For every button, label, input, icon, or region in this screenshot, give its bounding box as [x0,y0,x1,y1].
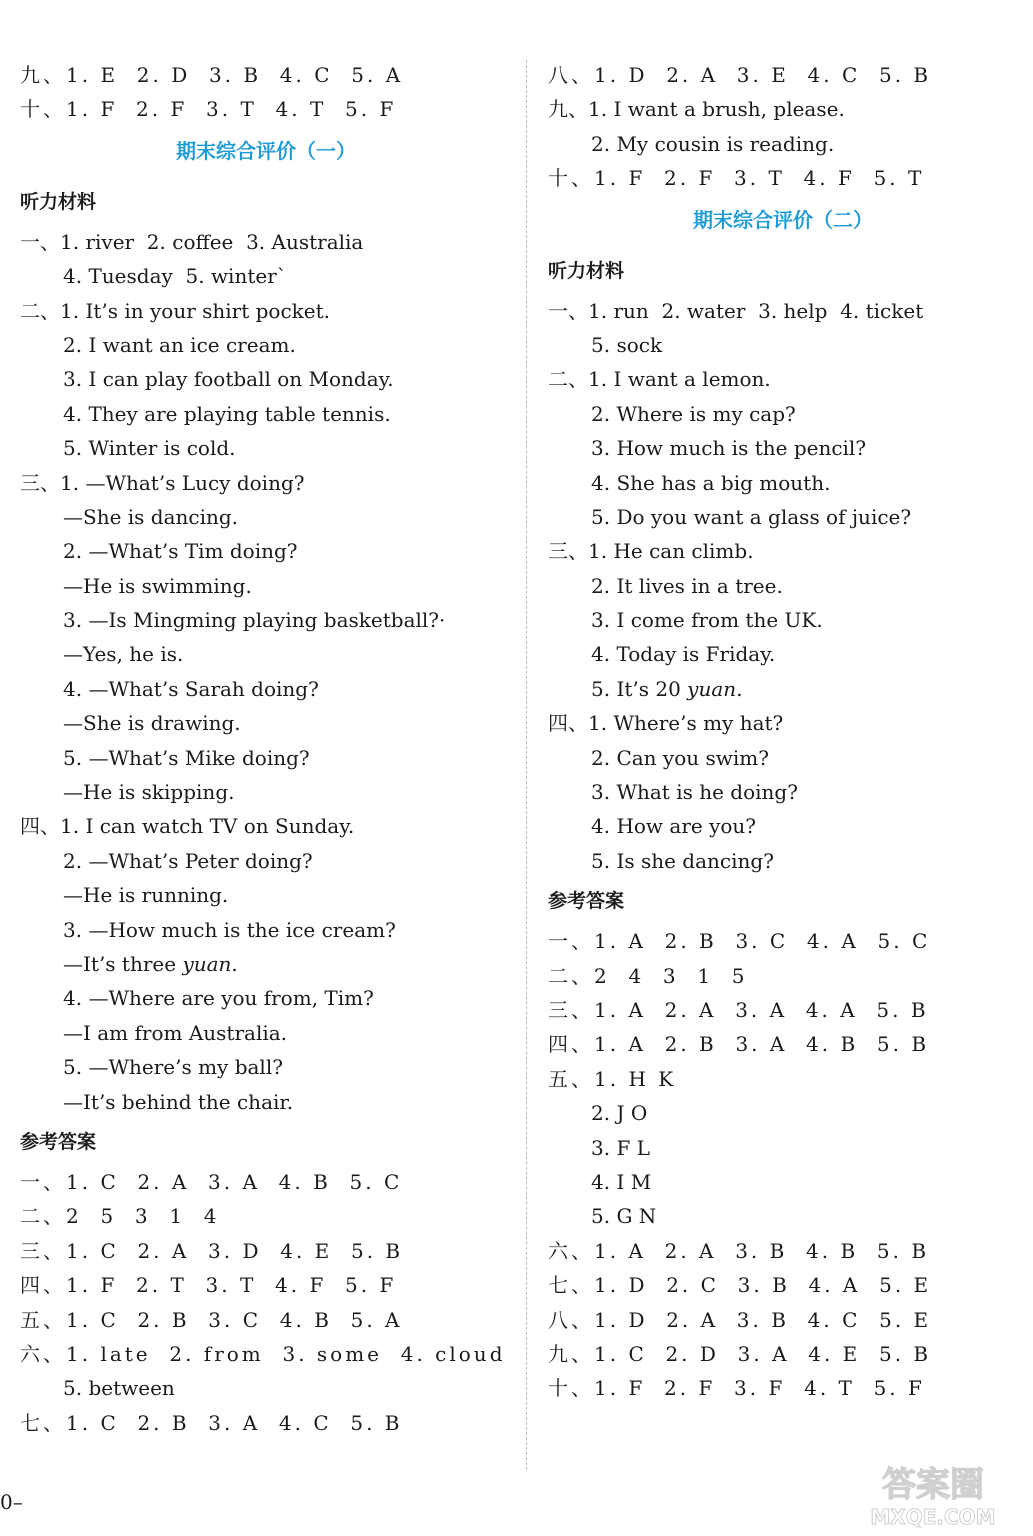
listening-line: 4. How are you? [591,814,757,839]
left-column [20,58,512,1440]
listening-line: 5. Do you want a glass of juice? [591,504,912,529]
answer-line: 五、1. C 2. B 3. C 4. B 5. A [20,1307,403,1332]
line-text: 5. It’s 20 [591,676,688,701]
watermark-text: 答案圈 [882,1465,984,1505]
line-text: . [736,676,743,701]
answer-line: 2. J O [591,1101,648,1126]
listening-line: —He is swimming. [63,573,252,598]
listening-heading: 听力材料 [20,190,97,213]
listening-line: 5. Winter is cold. [63,436,236,461]
answer-line: 五、1. H K [548,1066,677,1091]
italic-word: yuan [687,676,737,701]
answer-line: 九、1. E 2. D 3. B 4. C 5. A [20,63,404,87]
italic-word: yuan [182,951,232,976]
listening-line: 3. I can play football on Monday. [63,367,394,392]
answer-line: 5. G N [591,1204,657,1229]
listening-line: 4. She has a big mouth. [591,470,831,495]
listening-line: 3. —Is Mingming playing basketball?· [63,608,446,633]
watermark-url: MXQE.COM [870,1505,996,1529]
answers-heading: 参考答案 [548,890,625,913]
listening-line: 一、1. river 2. coffee 3. Australia [20,229,364,254]
answer-line: 六、1. A 2. A 3. B 4. B 5. B [548,1238,930,1263]
listening-line: 2. Where is my cap? [591,401,796,426]
listening-line: 2. Can you swim? [591,745,769,770]
right-column [548,58,1018,1406]
watermark-logo [843,1460,1023,1530]
answer-line: 六、1. late 2. from 3. some 4. cloud [20,1341,506,1366]
section-title: 期末综合评价（二） [693,207,873,232]
listening-line [20,947,512,981]
answer-line: 三、1. A 2. A 3. A 4. A 5. B [548,997,929,1022]
listening-line: 三、1. —What’s Lucy doing? [20,470,305,495]
section-title: 期末综合评价（一） [176,138,356,163]
listening-line: 二、1. I want a lemon. [548,367,771,392]
listening-line: 3. How much is the pencil? [591,436,867,461]
page-number: 0– [0,1490,23,1514]
answer-line: 四、1. F 2. T 3. T 4. F 5. F [20,1273,397,1298]
answer-line: 三、1. C 2. A 3. D 4. E 5. B [20,1238,404,1263]
answer-line: 八、1. D 2. A 3. E 4. C 5. B [548,63,932,87]
listening-line [548,672,1018,706]
answer-line: 八、1. D 2. A 3. B 4. C 5. E [548,1307,932,1332]
listening-line: 5. —What’s Mike doing? [63,745,310,770]
listening-line: 4. —Where are you from, Tim? [63,986,374,1011]
listening-line: 二、1. It’s in your shirt pocket. [20,298,331,323]
answer-line: 十、1. F 2. F 3. F 4. T 5. F [548,1376,925,1401]
listening-line: 4. —What’s Sarah doing? [63,676,319,701]
answer-line: 二、2 5 3 1 4 [20,1204,220,1229]
answer-line: 十、1. F 2. F 3. T 4. F 5. T [548,166,925,191]
answer-line: 4. I M [591,1169,652,1194]
listening-line: —I am from Australia. [63,1020,288,1045]
listening-line: —She is dancing. [63,504,239,529]
listening-line: 4. They are playing table tennis. [63,401,391,426]
listening-line: —Yes, he is. [63,642,184,667]
listening-line: 四、1. I can watch TV on Sunday. [20,814,355,839]
answer-line: 5. between [63,1376,175,1401]
listening-heading: 听力材料 [548,259,625,282]
answer-line: 九、1. I want a brush, please. [548,97,845,122]
answer-line: 一、1. C 2. A 3. A 4. B 5. C [20,1169,403,1194]
listening-line: —She is drawing. [63,711,241,736]
listening-line: 2. —What’s Tim doing? [63,539,298,564]
answer-line: 九、1. C 2. D 3. A 4. E 5. B [548,1341,932,1366]
listening-line: 一、1. run 2. water 3. help 4. ticket [548,298,924,323]
listening-line: 2. I want an ice cream. [63,332,296,357]
listening-line: 2. —What’s Peter doing? [63,848,313,873]
listening-line: 5. Is she dancing? [591,848,774,873]
listening-line: 3. What is he doing? [591,780,798,805]
answer-line: 四、1. A 2. B 3. A 4. B 5. B [548,1032,930,1057]
listening-line: 5. sock [591,332,663,357]
column-divider [526,60,527,1470]
listening-line: 三、1. He can climb. [548,539,754,564]
listening-line: —It’s behind the chair. [63,1089,294,1114]
listening-line: 2. It lives in a tree. [591,573,783,598]
answer-line: 3. F L [591,1135,650,1160]
listening-line: 5. —Where’s my ball? [63,1055,283,1080]
answer-line: 七、1. D 2. C 3. B 4. A 5. E [548,1273,932,1298]
answer-line: 二、2 4 3 1 5 [548,963,748,988]
answer-line: 一、1. A 2. B 3. C 4. A 5. C [548,929,931,954]
answer-line: 七、1. C 2. B 3. A 4. C 5. B [20,1410,403,1435]
listening-line: 四、1. Where’s my hat? [548,711,784,736]
listening-line: 4. Today is Friday. [591,642,776,667]
listening-line: 4. Tuesday 5. winter` [63,264,287,289]
answer-line: 十、1. F 2. F 3. T 4. T 5. F [20,97,397,122]
listening-line: 3. I come from the UK. [591,608,823,633]
answers-heading: 参考答案 [20,1130,97,1153]
answer-line: 2. My cousin is reading. [591,131,835,156]
listening-line: —He is running. [63,883,229,908]
line-text: . [231,951,238,976]
listening-line: 3. —How much is the ice cream? [63,917,396,942]
line-text: —It’s three [63,951,183,976]
listening-line: —He is skipping. [63,780,235,805]
